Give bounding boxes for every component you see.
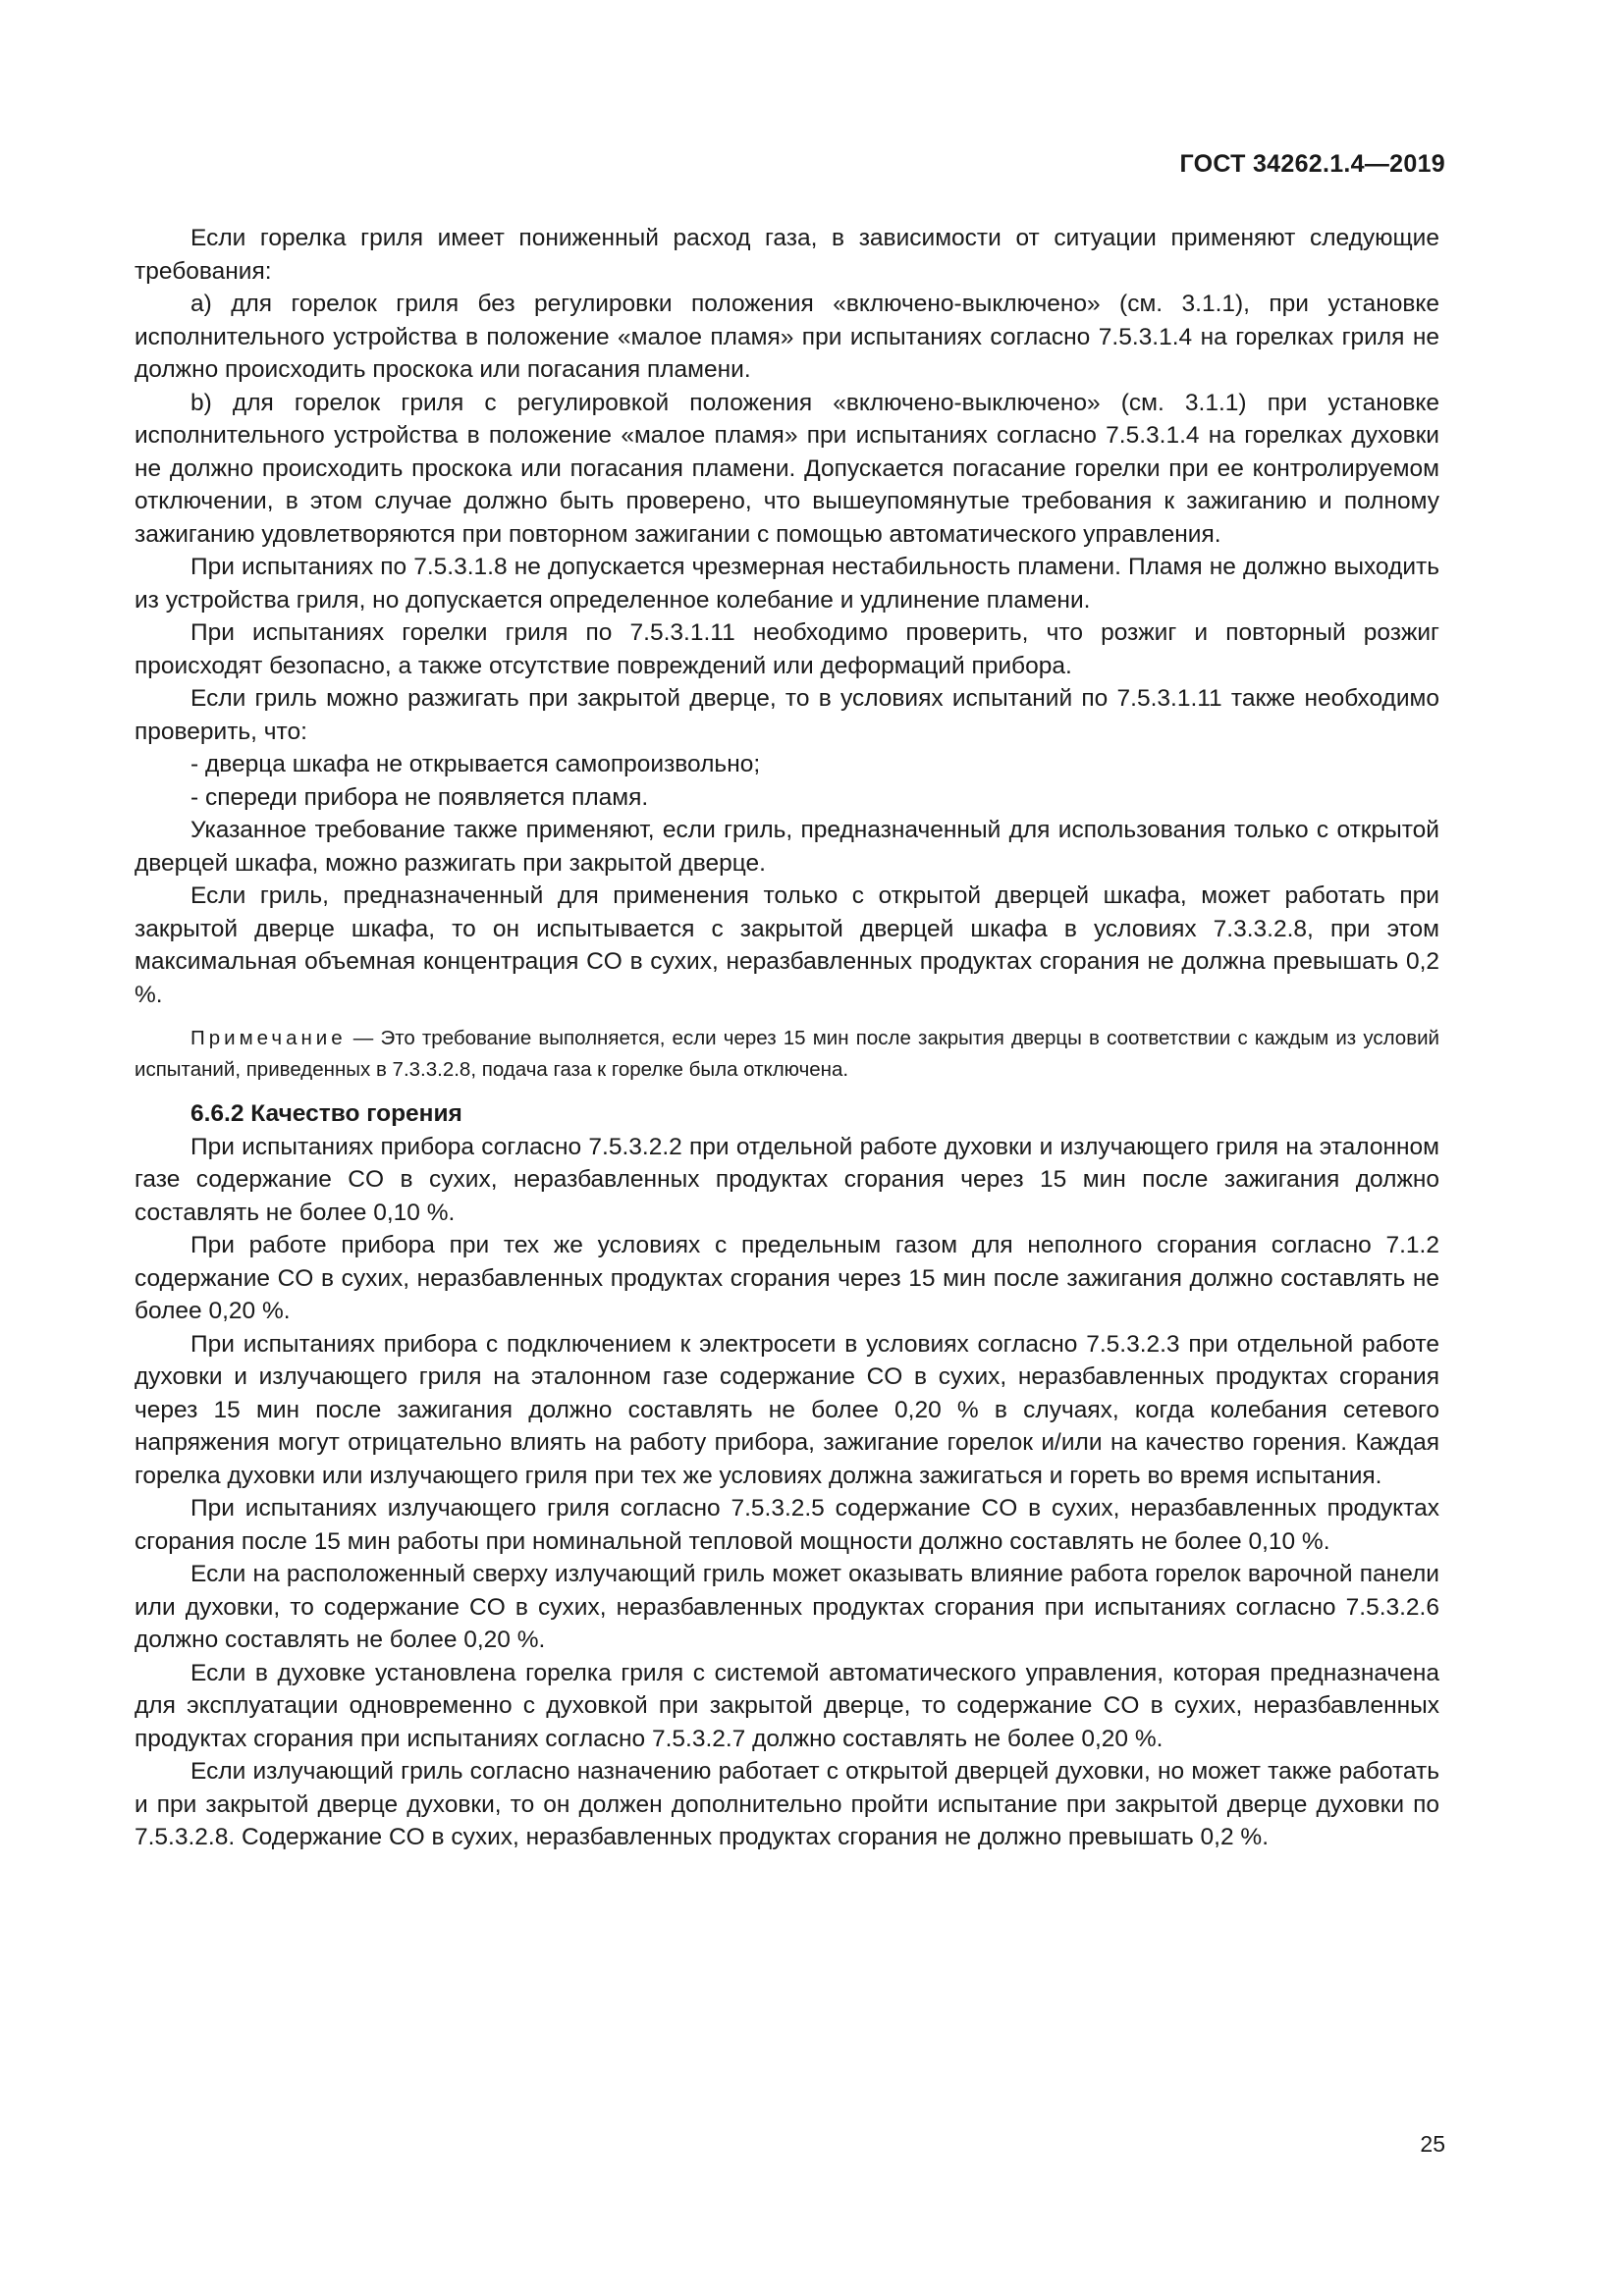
note	[135, 1023, 1439, 1086]
document-header-code: ГОСТ 34262.1.4—2019	[1179, 150, 1445, 178]
section-paragraph: Если на расположенный сверху излучающий гриль может оказывать влияние работа горелок варочной панели или духовки, то содержание CO в сухих, неразбавленных продуктах сгорания при испытаниях согласно 7.5.3.2.6 должно составлять не более 0,20 %.	[135, 1561, 1439, 1653]
paragraph-requirement-applies: Указанное требование также применяют, если гриль, предназначенный для использования только с открытой дверцей шкафа, можно разжигать при закрытой дверце.	[135, 817, 1439, 877]
page-number: 25	[1420, 2131, 1445, 2157]
paragraph-item-b: b) для горелок гриля с регулировкой положения «включено-выключено» (см. 3.1.1) при установке исполнительного устройства в положение «малое пламя» при испытаниях согласно 7.5.3.1.4 на горелках духовки не должно происходить проскока или погасания пламени. Допускается погасание горелки при ее контролируемом отключении, в этом случае должно быть проверено, что вышеупомянутые требования к зажиганию и полному зажиганию удовлетворяются при повторном зажигании с помощью автоматического управления.	[135, 389, 1439, 548]
section-paragraph: Если излучающий гриль согласно назначению работает с открытой дверцей духовки, но может также работать и при закрытой дверце духовки, то он должен дополнительно пройти испытание при закрытой дверце духовки по 7.5.3.2.8. Содержание CO в сухих, неразбавленных продуктах сгорания не должно превышать 0,2 %.	[135, 1758, 1439, 1850]
paragraph-closed-door-ignition: Если гриль можно разжигать при закрытой дверце, то в условиях испытаний по 7.5.3.1.11 также необходимо проверить, что:	[135, 685, 1439, 745]
section-paragraph: При испытаниях излучающего гриля согласно 7.5.3.2.5 содержание CO в сухих, неразбавленных продуктах сгорания после 15 мин работы при номинальной тепловой мощности должно составлять не более 0,10 %.	[135, 1495, 1439, 1555]
section-paragraph: При испытаниях прибора с подключением к электросети в условиях согласно 7.5.3.2.3 при отдельной работе духовки и излучающего гриля на эталонном газе содержание CO в сухих, неразбавленных продуктах сгорания через 15 мин после зажигания должно составлять не более 0,20 % в случаях, когда колебания сетевого напряжения могут отрицательно влиять на работу прибора, зажигание горелок и/или на качество горения. Каждая горелка духовки или излучающего гриля при тех же условиях должна зажигаться и гореть во время испытания.	[135, 1330, 1439, 1489]
paragraph-flame-stability: При испытаниях по 7.5.3.1.8 не допускается чрезмерная нестабильность пламени. Пламя не должно выходить из устройства гриля, но допускается определенное колебание и удлинение пламени.	[135, 554, 1439, 614]
section-paragraph: При испытаниях прибора согласно 7.5.3.2.2 при отдельной работе духовки и излучающего гриля на эталонном газе содержание CO в сухих, неразбавленных продуктах сгорания через 15 мин после зажигания должно составлять не более 0,10 %.	[135, 1133, 1439, 1226]
list-item-door-not-open: - дверца шкафа не открывается самопроизвольно;	[190, 751, 761, 777]
note-text: — Это требование выполняется, если через 15 мин после закрытия дверцы в соответствии с каждым из условий испытаний, приведенных в 7.3.3.2.8, подача газа к горелке была отключена.	[135, 1027, 1439, 1081]
paragraph-reduced-gas-rate: Если горелка гриля имеет пониженный расход газа, в зависимости от ситуации применяют следующие требования:	[135, 225, 1439, 285]
paragraph-co-concentration: Если гриль, предназначенный для применения только с открытой дверцей шкафа, может работать при закрытой дверце шкафа, то он испытывается с закрытой дверцей шкафа в условиях 7.3.3.2.8, при этом максимальная объемная концентрация CO в сухих, неразбавленных продуктах сгорания не должна превышать 0,2 %.	[135, 882, 1439, 1008]
document-body	[135, 222, 1439, 1854]
paragraph-item-a: a) для горелок гриля без регулировки положения «включено-выключено» (см. 3.1.1), при установке исполнительного устройства в положение «малое пламя» при испытаниях согласно 7.5.3.1.4 на горелках гриля не должно происходить проскока или погасания пламени.	[135, 291, 1439, 383]
section-paragraph: При работе прибора при тех же условиях с предельным газом для неполного сгорания согласно 7.1.2 содержание CO в сухих, неразбавленных продуктах сгорания через 15 мин после зажигания должно составлять не более 0,20 %.	[135, 1232, 1439, 1324]
section-title: 6.6.2 Качество горения	[190, 1100, 462, 1127]
paragraph-ignition-check: При испытаниях горелки гриля по 7.5.3.1.11 необходимо проверить, что розжиг и повторный розжиг происходят безопасно, а также отсутствие повреждений или деформаций прибора.	[135, 619, 1439, 679]
note-label: Примечание	[190, 1027, 347, 1049]
list-item-no-flame-front: - спереди прибора не появляется пламя.	[190, 783, 649, 811]
section-paragraph: Если в духовке установлена горелка гриля с системой автоматического управления, которая предназначена для эксплуатации одновременно с духовкой при закрытой дверце, то содержание CO в сухих, неразбавленных продуктах сгорания при испытаниях согласно 7.5.3.2.7 должно составлять не более 0,20 %.	[135, 1659, 1439, 1752]
